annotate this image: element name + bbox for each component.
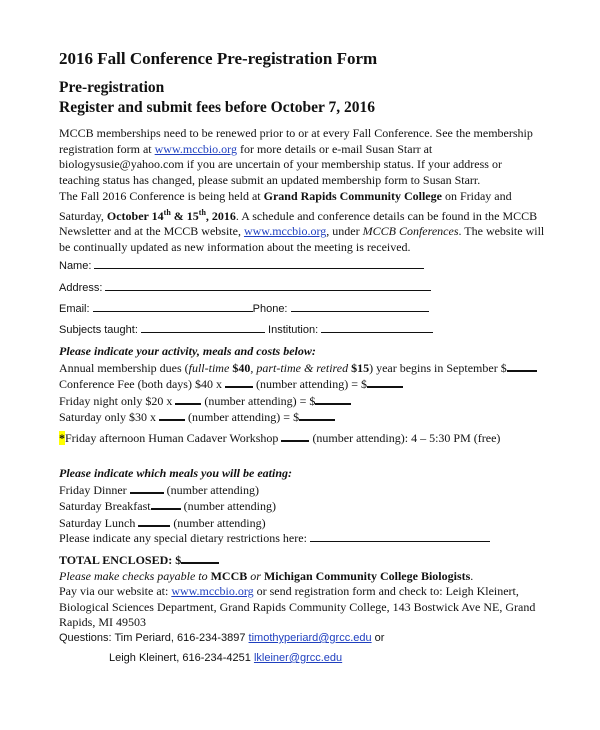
conference-paragraph: The Fall 2016 Conference is being held at Grand Rapids Community College on Friday and Saturday, October 14th & 15th, 2016. A schedule and conference details can be found in the MCCB Newsletter and at the MCCB website, www.mccbio.org, under MCCB Conferences. The website will be continually updated as new information about the meeting is received. — [59, 189, 545, 254]
membership-row: Annual membership dues (full-time $40, part-time & retired $15) year begins in September $ — [59, 360, 537, 377]
page-title: 2016 Fall Conference Pre-registration Form — [59, 49, 378, 68]
institution-input-line[interactable] — [321, 322, 433, 333]
name-label: Name: — [59, 260, 92, 272]
lunch-row: Saturday Lunch (number attending) — [59, 515, 266, 530]
dietary-input-line[interactable] — [310, 531, 490, 542]
lunch-count-line[interactable] — [138, 515, 170, 527]
address-line: Biological Sciences Department, Grand Rapids Community College, 143 Bostwick Ave NE, Grand — [59, 599, 536, 614]
address-field[interactable] — [59, 280, 431, 294]
mccbio-link[interactable]: www.mccbio.org — [154, 141, 237, 156]
heading-preregistration: Pre-registration — [59, 79, 165, 96]
meals-header: Please indicate which meals you will be eating: — [59, 466, 292, 480]
phone-input-line[interactable] — [291, 301, 429, 312]
total-section — [59, 552, 535, 631]
friday-count-line[interactable] — [175, 393, 201, 405]
intro-line: registration form at www.mccbio.org for more details or e-mail Susan Starr at — [59, 141, 433, 156]
saturday-row: Saturday only $30 x (number attending) = $ — [59, 409, 537, 426]
name-field[interactable] — [59, 258, 424, 272]
mccbio-link[interactable]: www.mccbio.org — [171, 584, 254, 598]
email-label: Email: — [59, 303, 90, 315]
conference-fee-row: Conference Fee (both days) $40 x (number attending) = $ — [59, 376, 537, 393]
questions-line-2: Leigh Kleinert, 616-234-4251 lkleiner@grcc.edu — [109, 652, 343, 664]
intro-line: teaching status has changed, please submit an updated membership form to Susan Starr. — [59, 172, 481, 187]
phone-label: Phone: — [252, 303, 288, 315]
email-input-line[interactable] — [93, 301, 253, 312]
address-line: Rapids, MI 49503 — [59, 615, 146, 629]
heading-deadline: Register and submit fees before October 7, 2016 — [59, 99, 375, 116]
intro-line: MCCB memberships need to be renewed prior to or at every Fall Conference. See the membership — [59, 126, 533, 140]
institution-label: Institution: — [268, 324, 319, 336]
subjects-label: Subjects taught: — [59, 324, 138, 336]
meals-section — [59, 466, 490, 547]
activities-header: Please indicate your activity, meals and costs below: — [59, 344, 316, 358]
friday-row: Friday night only $20 x (number attending) = $ — [59, 393, 537, 410]
intro-paragraph — [59, 126, 533, 188]
total-label: TOTAL ENCLOSED: $ — [59, 553, 182, 567]
dinner-row: Friday Dinner (number attending) — [59, 482, 259, 497]
conference-fee-count-line[interactable] — [225, 376, 253, 388]
conference-fee-amount-line[interactable] — [367, 376, 403, 388]
saturday-count-line[interactable] — [159, 409, 185, 421]
email-field[interactable] — [59, 301, 429, 315]
pay-row: Pay via our website at: www.mccbio.org or send registration form and check to: Leigh Kleinert, — [59, 584, 519, 598]
leigh-email-link[interactable]: lkleiner@grcc.edu — [253, 652, 343, 664]
friday-amount-line[interactable] — [315, 393, 351, 405]
address-input-line[interactable] — [105, 280, 431, 291]
mccbio-link[interactable]: www.mccbio.org — [243, 224, 327, 238]
saturday-amount-line[interactable] — [299, 409, 335, 421]
subjects-input-line[interactable] — [141, 322, 265, 333]
checks-row: Please make checks payable to MCCB or Michigan Community College Biologists. — [59, 568, 474, 583]
tim-email-link[interactable]: timothyperiard@grcc.edu — [248, 632, 372, 644]
activities-section — [59, 344, 537, 426]
questions-line-1: Questions: Tim Periard, 616-234-3897 timothyperiard@grcc.edu or — [59, 632, 385, 644]
breakfast-row: Saturday Breakfast (number attending) — [59, 499, 276, 513]
college-name: Grand Rapids Community College — [263, 189, 442, 203]
breakfast-count-line[interactable] — [151, 498, 181, 510]
workshop-count-line[interactable] — [281, 430, 309, 442]
intro-line: biologysusie@yahoo.com if you are uncertain of your membership status. If your address or — [59, 157, 502, 171]
name-input-line[interactable] — [94, 258, 424, 269]
subjects-field[interactable] — [59, 322, 433, 336]
workshop-row: *Friday afternoon Human Cadaver Workshop (number attending): 4 – 5:30 PM (free) — [59, 431, 501, 445]
conference-dates: October 14th & 15th, 2016 — [106, 207, 236, 223]
address-label: Address: — [59, 282, 103, 294]
dietary-row: Please indicate any special dietary restrictions here: — [59, 531, 490, 547]
membership-amount-line[interactable] — [507, 360, 537, 372]
dinner-count-line[interactable] — [130, 482, 164, 494]
total-amount-line[interactable] — [181, 552, 219, 564]
star-marker: * — [59, 431, 65, 445]
